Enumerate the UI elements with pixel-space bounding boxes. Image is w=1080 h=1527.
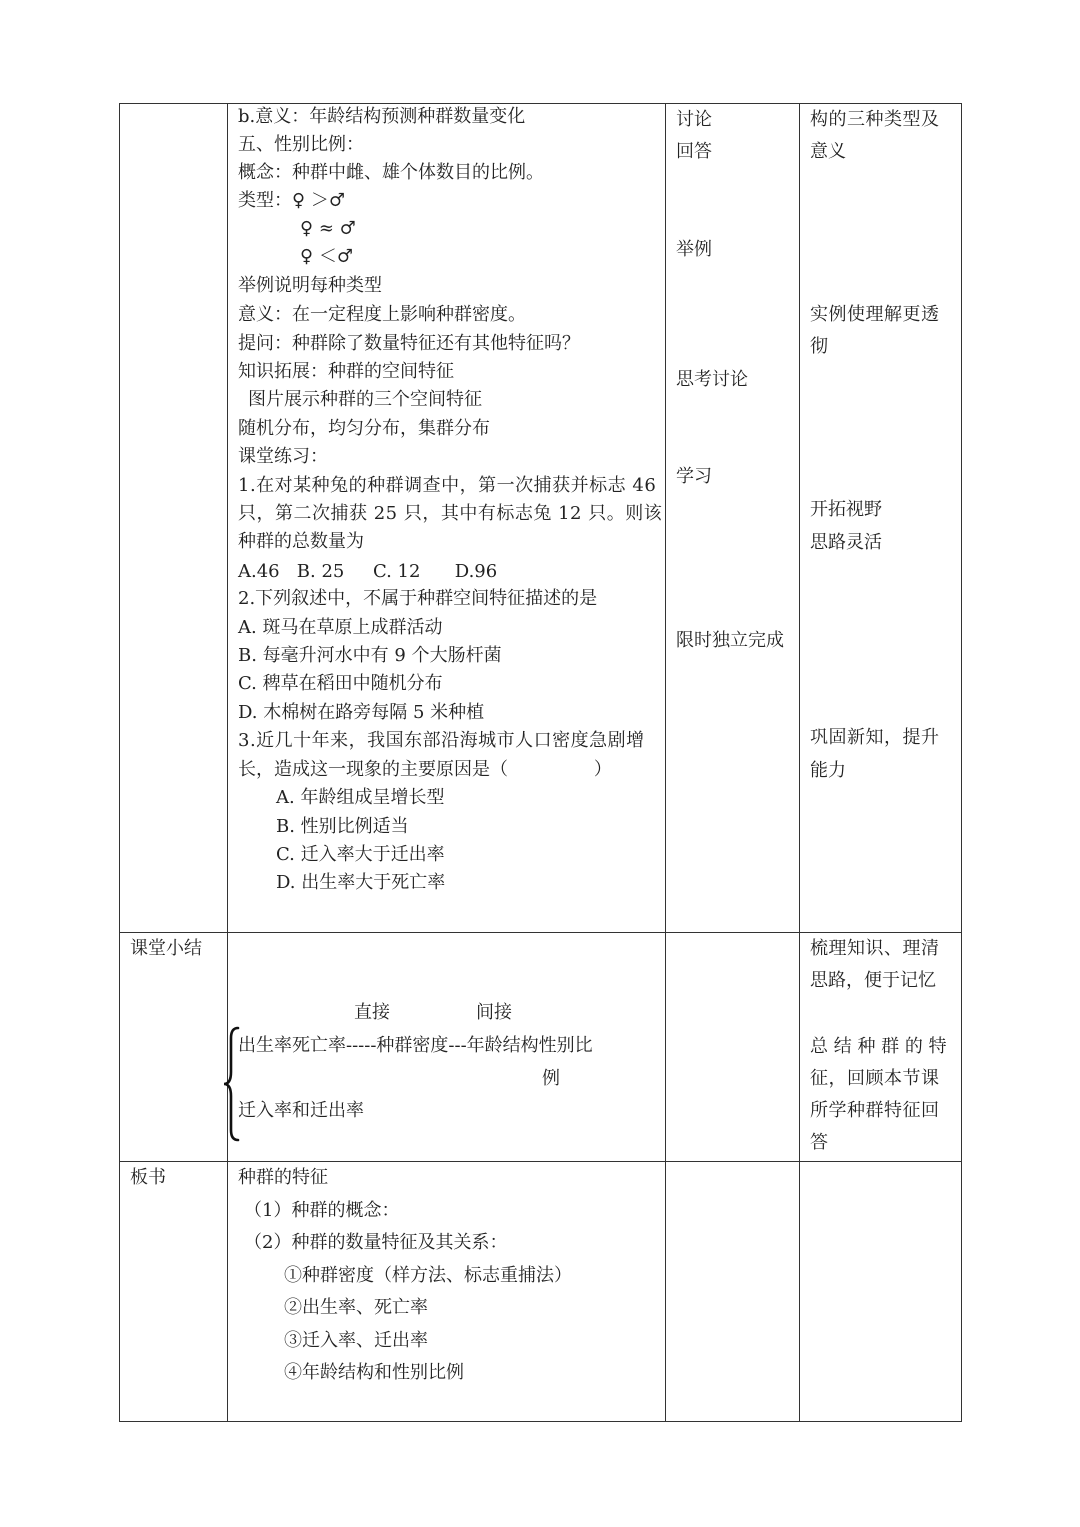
direct-label: 直接	[354, 1002, 390, 1023]
blackboard-title: 种群的特征	[238, 1167, 328, 1188]
content-line: B. 每毫升河水中有 9 个大肠杆菌	[238, 645, 502, 666]
blackboard-item: ③迁入率、迁出率	[284, 1330, 428, 1351]
content-line: b.意义：年龄结构预测种群数量变化	[238, 106, 526, 127]
row2-label: 课堂小结	[130, 938, 202, 959]
content-line: 知识拓展：种群的空间特征	[238, 361, 454, 382]
intent-text: 总 结 种 群 的 特	[810, 1036, 947, 1057]
content-line: ♀ ≈ ♂	[300, 218, 356, 239]
activity-text: 限时独立完成	[676, 630, 784, 651]
intent-text: 开拓视野	[810, 499, 882, 520]
intent-text: 实例使理解更透	[810, 304, 940, 325]
content-line: A. 年龄组成呈增长型	[276, 787, 445, 808]
intent-text: 所学种群特征回	[810, 1100, 940, 1121]
intent-text: 彻	[810, 336, 828, 357]
column-divider-3	[799, 103, 800, 1422]
blackboard-item: ④年龄结构和性别比例	[284, 1362, 464, 1383]
activity-text: 回答	[676, 141, 712, 162]
indirect-label: 间接	[476, 1002, 512, 1023]
intent-text: 构的三种类型及	[810, 109, 940, 130]
blackboard-item: （1）种群的概念：	[244, 1200, 400, 1221]
content-line: 五、性别比例：	[238, 134, 364, 155]
table-bottom-border	[119, 1421, 962, 1422]
content-line: 只，第二次捕获 25 只，其中有标志兔 12 只。则该	[238, 503, 663, 524]
intent-text: 答	[810, 1132, 828, 1153]
intent-text: 思路灵活	[810, 532, 882, 553]
intent-text: 巩固新知，提升	[810, 727, 940, 748]
content-line: 课堂练习：	[238, 446, 328, 467]
curly-brace-icon	[222, 1026, 240, 1142]
intent-text: 意义	[810, 141, 846, 162]
summary-line-2: 迁入率和迁出率	[238, 1100, 364, 1121]
intent-text: 梳理知识、理清	[810, 938, 940, 959]
activity-text: 思考讨论	[676, 369, 748, 390]
column-divider-1	[227, 103, 228, 1422]
intent-text: 思路，便于记忆	[810, 970, 936, 991]
content-line: A.46 B. 25 C. 12 D.96	[238, 561, 498, 582]
blackboard-item: ①种群密度（样方法、标志重捕法）	[284, 1265, 572, 1286]
content-line: 图片展示种群的三个空间特征	[248, 389, 482, 410]
content-line: 提问：种群除了数量特征还有其他特征吗？	[238, 333, 580, 354]
content-line: C. 稗草在稻田中随机分布	[238, 673, 443, 694]
content-line: 类型：♀ ＞♂	[238, 190, 346, 211]
content-line: 2.下列叙述中，不属于种群空间特征描述的是	[238, 588, 598, 609]
blackboard-item: ②出生率、死亡率	[284, 1297, 428, 1318]
row-divider-2	[119, 1161, 962, 1162]
intent-text: 征，回顾本节课	[810, 1068, 940, 1089]
intent-text: 能力	[810, 760, 846, 781]
content-line: B. 性别比例适当	[276, 816, 409, 837]
content-line: 种群的总数量为	[238, 531, 364, 552]
content-line: 随机分布，均匀分布，集群分布	[238, 418, 490, 439]
content-line: 意义：在一定程度上影响种群密度。	[238, 304, 526, 325]
content-line: 3.近几十年来，我国东部沿海城市人口密度急剧增	[238, 730, 645, 751]
content-line: 1.在对某种兔的种群调查中，第一次捕获并标志 46	[238, 475, 657, 496]
content-line: ♀ ＜♂	[300, 246, 354, 267]
row-divider-1	[119, 932, 962, 933]
content-line: A. 斑马在草原上成群活动	[238, 617, 443, 638]
row3-label: 板书	[130, 1167, 166, 1188]
activity-text: 举例	[676, 239, 712, 260]
activity-text: 讨论	[676, 109, 712, 130]
summary-line-1: 出生率死亡率-----种群密度---年龄结构性别比	[238, 1035, 593, 1056]
content-line: 举例说明每种类型	[238, 275, 382, 296]
table-left-border	[119, 103, 120, 1422]
content-line: 长，造成这一现象的主要原因是（ ）	[238, 759, 612, 780]
content-line: D. 出生率大于死亡率	[276, 872, 446, 893]
blackboard-item: （2）种群的数量特征及其关系：	[244, 1232, 508, 1253]
summary-line-1b: 例	[542, 1068, 560, 1089]
content-line: C. 迁入率大于迁出率	[276, 844, 445, 865]
table-right-border	[961, 103, 962, 1422]
content-line: D. 木棉树在路旁每隔 5 米种植	[238, 702, 485, 723]
content-line: 概念：种群中雌、雄个体数目的比例。	[238, 162, 544, 183]
activity-text: 学习	[676, 466, 712, 487]
column-divider-2	[665, 103, 666, 1422]
